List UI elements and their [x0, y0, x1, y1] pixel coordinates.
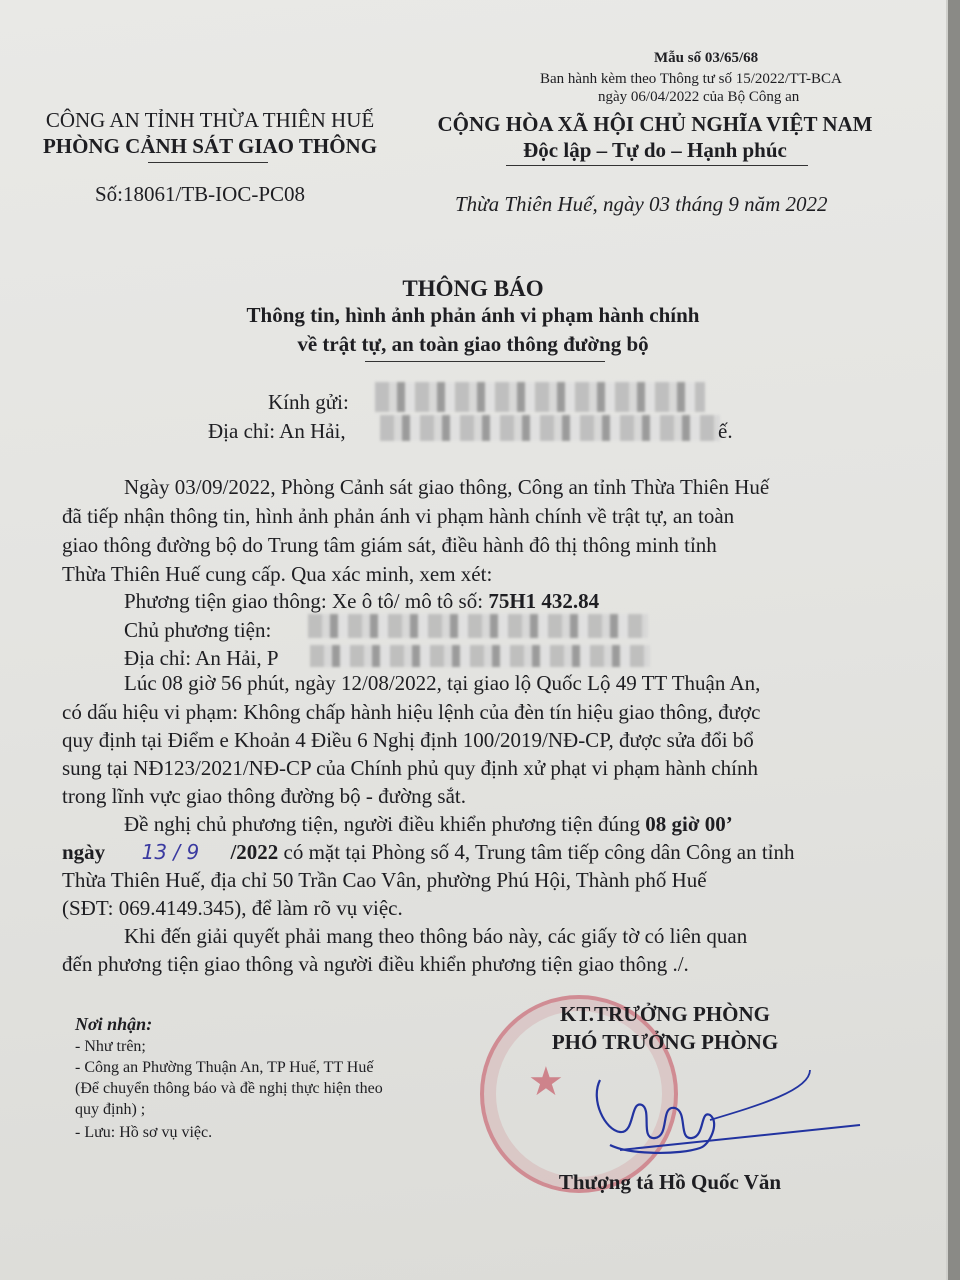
p3-line-4: (SĐT: 069.4149.345), để làm rõ vụ việc. [62, 896, 403, 920]
recipient-name-redacted [375, 382, 705, 412]
p3-line-1 [124, 810, 733, 839]
vehicle-plate: 75H1 432.84 [488, 589, 600, 613]
form-code: Mẫu số 03/65/68 [654, 50, 759, 66]
agency-parent: CÔNG AN TỈNH THỪA THIÊN HUẾ [45, 108, 375, 132]
form-code-issuance: Ban hành kèm theo Thông tư số 15/2022/TT-BCA [540, 71, 842, 87]
document-title: THÔNG BÁO [402, 276, 544, 301]
document-subtitle-2: về trật tự, an toàn giao thông đường bộ [297, 332, 649, 356]
p2-line-3: quy định tại Điểm e Khoản 4 Điều 6 Nghị định 100/2019/NĐ-CP, được sửa đổi bổ [62, 728, 754, 752]
p3-year: /2022 [230, 840, 279, 864]
p4-line-2: đến phương tiện giao thông và người điều khiển phương tiện giao thông ./. [62, 952, 689, 976]
p3-day-label: ngày [62, 840, 106, 864]
subtitle-underline [365, 361, 605, 362]
p2-line-5: trong lĩnh vực giao thông đường bộ - đường sắt. [62, 784, 466, 808]
p1-line-3: giao thông đường bộ do Trung tâm giám sát, điều hành đô thị thông minh tỉnh [62, 533, 717, 557]
owner-name-redacted [308, 614, 648, 638]
signer-name: Thượng tá Hồ Quốc Văn [558, 1170, 782, 1194]
owner-label: Chủ phương tiện: [124, 618, 272, 642]
motto-underline [506, 165, 808, 166]
handwritten-signature [560, 1060, 880, 1170]
stamp-star-icon: ★ [528, 1059, 564, 1104]
signature-role-1: KT.TRƯỞNG PHÒNG [560, 1002, 770, 1026]
form-code-date: ngày 06/04/2022 của Bộ Công an [598, 89, 800, 105]
p2-line-4: sung tại NĐ123/2021/NĐ-CP của Chính phủ quy định xử phạt vi phạm hành chính [62, 756, 758, 780]
owner-address-label: Địa chỉ: An Hải, P [124, 646, 279, 670]
recipients-title: Nơi nhận: [75, 1014, 153, 1034]
vehicle-line [124, 587, 599, 616]
p3-line-3: Thừa Thiên Huế, địa chỉ 50 Trần Cao Vân, phường Phú Hội, Thành phố Huế [62, 868, 707, 892]
recipients-item: - Công an Phường Thuận An, TP Huế, TT Huế [75, 1059, 374, 1076]
recipient-address-tail: ế. [718, 419, 733, 443]
national-motto: Độc lập – Tự do – Hạnh phúc [523, 138, 787, 162]
p1-line-4: Thừa Thiên Huế cung cấp. Qua xác minh, xem xét: [62, 562, 493, 586]
p3-time: 08 giờ 00’ [645, 812, 733, 836]
p3-line-2 [62, 838, 795, 867]
place-date: Thừa Thiên Huế, ngày 03 tháng 9 năm 2022 [455, 192, 828, 216]
document-subtitle-1: Thông tin, hình ảnh phản ánh vi phạm hành chính [246, 303, 700, 327]
vehicle-label: Phương tiện giao thông: Xe ô tô/ mô tô số: [124, 589, 489, 613]
p2-line-1: Lúc 08 giờ 56 phút, ngày 12/08/2022, tại giao lộ Quốc Lộ 49 TT Thuận An, [124, 671, 761, 695]
owner-address-redacted [310, 645, 650, 667]
agency-underline [148, 162, 268, 163]
document-number: Số:18061/TB-IOC-PC08 [95, 182, 306, 206]
p3-handwritten-day: 13 / 9 [141, 840, 200, 864]
recipients-item: - Như trên; [75, 1038, 146, 1055]
agency-name: PHÒNG CẢNH SÁT GIAO THÔNG [42, 134, 378, 158]
p3-line-2-tail: có mặt tại Phòng số 4, Trung tâm tiếp công dân Công an tỉnh [278, 840, 795, 864]
p1-line-2: đã tiếp nhận thông tin, hình ảnh phản ánh vi phạm hành chính về trật tự, an toàn [62, 504, 735, 528]
recipient-address-redacted [380, 415, 720, 441]
p3-line-1-text: Đề nghị chủ phương tiện, người điều khiển phương tiện đúng [124, 812, 646, 836]
recipients-item: - Lưu: Hồ sơ vụ việc. [75, 1124, 213, 1141]
national-title: CỘNG HÒA XÃ HỘI CHỦ NGHĨA VIỆT NAM [437, 112, 873, 136]
p2-line-2: có dấu hiệu vi phạm: Không chấp hành hiệu lệnh của đèn tín hiệu giao thông, được [62, 700, 761, 724]
p4-line-1: Khi đến giải quyết phải mang theo thông báo này, các giấy tờ có liên quan [124, 924, 748, 948]
p1-line-1: Ngày 03/09/2022, Phòng Cảnh sát giao thông, Công an tỉnh Thừa Thiên Huế [124, 475, 770, 499]
recipient-label: Kính gửi: [268, 390, 349, 414]
recipients-item: (Để chuyển thông báo và đề nghị thực hiện theo [75, 1080, 383, 1097]
signature-role-2: PHÓ TRƯỞNG PHÒNG [551, 1030, 779, 1054]
recipients-item: quy định) ; [75, 1101, 146, 1118]
recipient-address-label: Địa chỉ: An Hải, [208, 419, 346, 443]
